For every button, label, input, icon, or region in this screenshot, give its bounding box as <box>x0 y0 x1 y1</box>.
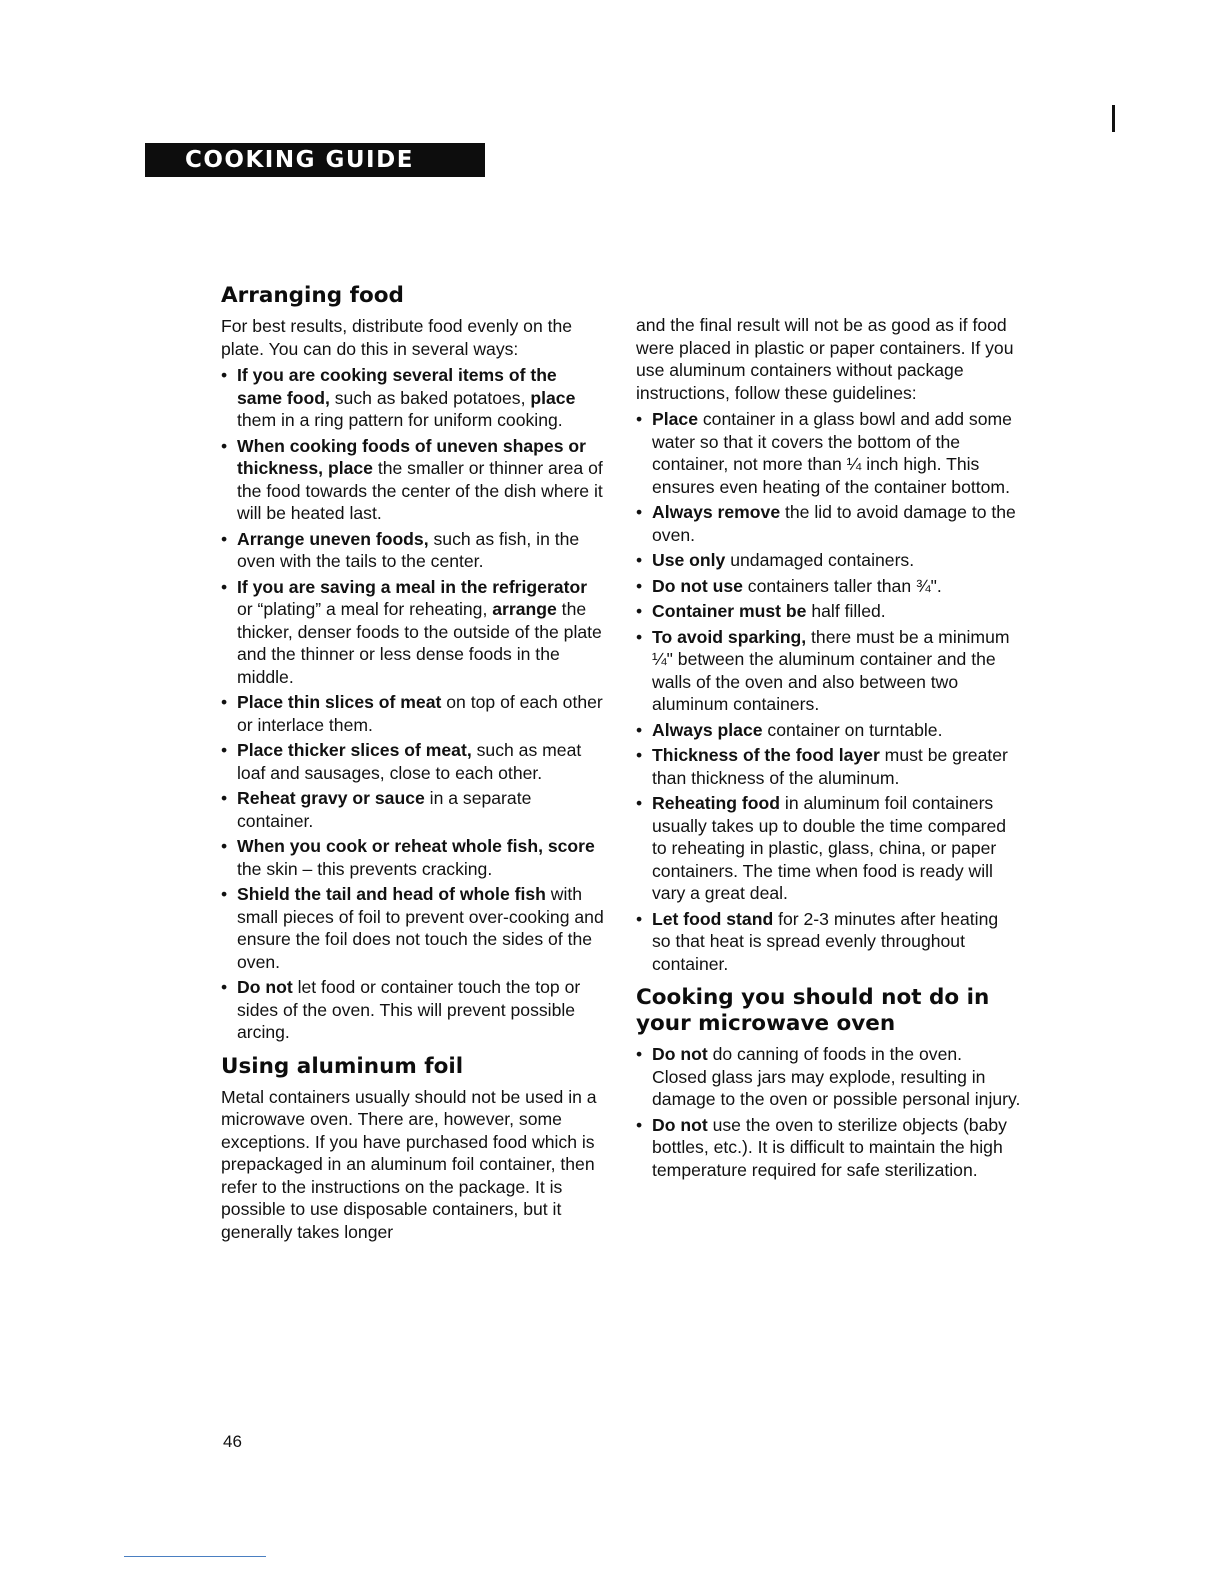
item-emphasis: Use only <box>652 550 726 570</box>
item-emphasis: Container must be <box>652 601 807 621</box>
item-emphasis: When you cook or reheat whole fish, score <box>237 836 595 856</box>
list-item <box>636 792 1021 905</box>
list-item <box>636 626 1021 716</box>
left-column <box>221 283 606 1243</box>
list-item <box>221 364 606 432</box>
item-emphasis: Thickness of the food layer <box>652 745 880 765</box>
item-emphasis: If you are cooking several items of the same food, <box>237 365 557 408</box>
item-emphasis: Reheating food <box>652 793 781 813</box>
list-item <box>221 435 606 525</box>
list-item <box>636 1043 1021 1111</box>
item-text: on top of each other or interlace them. <box>237 692 603 735</box>
list-item <box>221 835 606 880</box>
foil-list <box>636 408 1021 975</box>
item-text: containers taller than ¾". <box>742 575 942 596</box>
item-emphasis: To avoid sparking, <box>652 626 807 647</box>
item-text: them in a ring pattern for uniform cooking. <box>237 410 563 430</box>
item-text: the skin – this prevents cracking. <box>237 858 493 879</box>
list-item <box>636 575 1021 598</box>
item-text: in a separate container. <box>237 788 532 831</box>
item-emphasis: Do not <box>652 1114 708 1135</box>
foil-intro: Metal containers usually should not be used in a microwave oven. There are, however, some exceptions. If you have purchased food which is prepackaged in an aluminum foil container, then refer to the instructions on the package. It is possible to use disposable containers, but it generally takes longer <box>221 1086 597 1242</box>
item-text: or “plating” a meal for reheating, <box>237 599 493 619</box>
item-emphasis: Shield the tail and head of whole fish <box>237 884 546 904</box>
item-text: half filled. <box>806 601 886 621</box>
item-emphasis: Let food stand <box>652 908 774 929</box>
item-emphasis: Do not <box>237 977 293 997</box>
item-emphasis: arrange <box>492 599 557 619</box>
item-text: in aluminum foil containers usually takes up to double the time compared to reheating in plastic, glass, china, or paper containers. The time when food is ready will vary a great deal. <box>652 793 1007 903</box>
item-text: the smaller or thinner area of the food towards the center of the dish where it will be heated last. <box>237 458 603 523</box>
item-emphasis: Place <box>652 409 698 429</box>
list-item <box>221 976 606 1044</box>
section-banner: COOKING GUIDE <box>145 143 485 177</box>
item-text: for 2-3 minutes after heating so that heat is spread evenly throughout container. <box>652 908 999 974</box>
item-text: such as baked potatoes, <box>329 387 531 408</box>
list-item <box>221 528 606 573</box>
item-text: must be greater than thickness of the aluminum. <box>652 745 1008 788</box>
item-emphasis: Always place <box>652 719 763 740</box>
dont-list <box>636 1043 1021 1181</box>
item-text: use the oven to sterilize objects (baby bottles, etc.). It is difficult to maintain the high temperature required for safe sterilization. <box>652 1114 1007 1180</box>
item-text: there must be a minimum ¼" between the aluminum container and the walls of the oven and also between two aluminum containers. <box>652 626 1010 714</box>
list-item <box>636 908 1021 976</box>
list-item <box>636 1114 1021 1182</box>
item-emphasis: place <box>530 387 576 408</box>
bottom-rule <box>124 1556 266 1557</box>
list-item <box>221 576 606 689</box>
item-emphasis: Do not use <box>652 575 743 596</box>
list-item <box>221 787 606 832</box>
item-text: with small pieces of foil to prevent over-cooking and ensure the foil does not touch the sides of the oven. <box>237 884 604 972</box>
list-item <box>221 739 606 784</box>
item-text: such as meat loaf and sausages, close to each other. <box>237 740 582 783</box>
dont-heading: Cooking you should not do in your microwave oven <box>636 985 990 1036</box>
item-text: container in a glass bowl and add some water so that it covers the bottom of the container, not more than ¼ inch high. This ensures even heating of the container bottom. <box>652 409 1012 497</box>
item-text: the thicker, denser foods to the outside of the plate and the thinner or less dense foods in the middle. <box>237 599 602 687</box>
list-item <box>221 691 606 736</box>
arranging-heading: Arranging food <box>221 283 404 308</box>
item-emphasis: If you are saving a meal in the refrigerator <box>237 576 588 597</box>
page-number: 46 <box>223 1432 242 1451</box>
edge-mark <box>1112 105 1115 132</box>
item-emphasis: Reheat gravy or sauce <box>237 788 425 808</box>
item-emphasis: Arrange uneven foods, <box>237 528 429 549</box>
arranging-intro: For best results, distribute food evenly on the plate. You can do this in several ways: <box>221 316 573 359</box>
right-column <box>636 314 1021 1184</box>
list-item <box>636 549 1021 572</box>
item-emphasis: Always remove <box>652 502 781 522</box>
item-text: such as fish, in the oven with the tails to the center. <box>237 528 580 571</box>
foil-intro-continued: and the final result will not be as good as if food were placed in plastic or paper containers. If you use aluminum containers without package instructions, follow these guidelines: <box>636 315 1014 403</box>
item-text: do canning of foods in the oven. Closed glass jars may explode, resulting in damage to the oven or possible personal injury. <box>652 1044 1021 1109</box>
arranging-list <box>221 364 606 1044</box>
list-item <box>221 883 606 973</box>
item-emphasis: Do not <box>652 1044 708 1064</box>
list-item <box>636 408 1021 498</box>
item-text: container on turntable. <box>762 719 943 740</box>
item-emphasis: When cooking foods of uneven shapes or thickness, place <box>237 435 586 478</box>
list-item <box>636 744 1021 789</box>
list-item <box>636 719 1021 742</box>
list-item <box>636 501 1021 546</box>
item-text: undamaged containers. <box>725 550 915 570</box>
item-text: the lid to avoid damage to the oven. <box>652 502 1016 545</box>
item-text: let food or container touch the top or sides of the oven. This will prevent possible arcing. <box>237 977 581 1042</box>
list-item <box>636 600 1021 623</box>
foil-heading: Using aluminum foil <box>221 1053 464 1079</box>
item-emphasis: Place thicker slices of meat, <box>237 740 472 760</box>
item-emphasis: Place thin slices of meat <box>237 692 442 712</box>
